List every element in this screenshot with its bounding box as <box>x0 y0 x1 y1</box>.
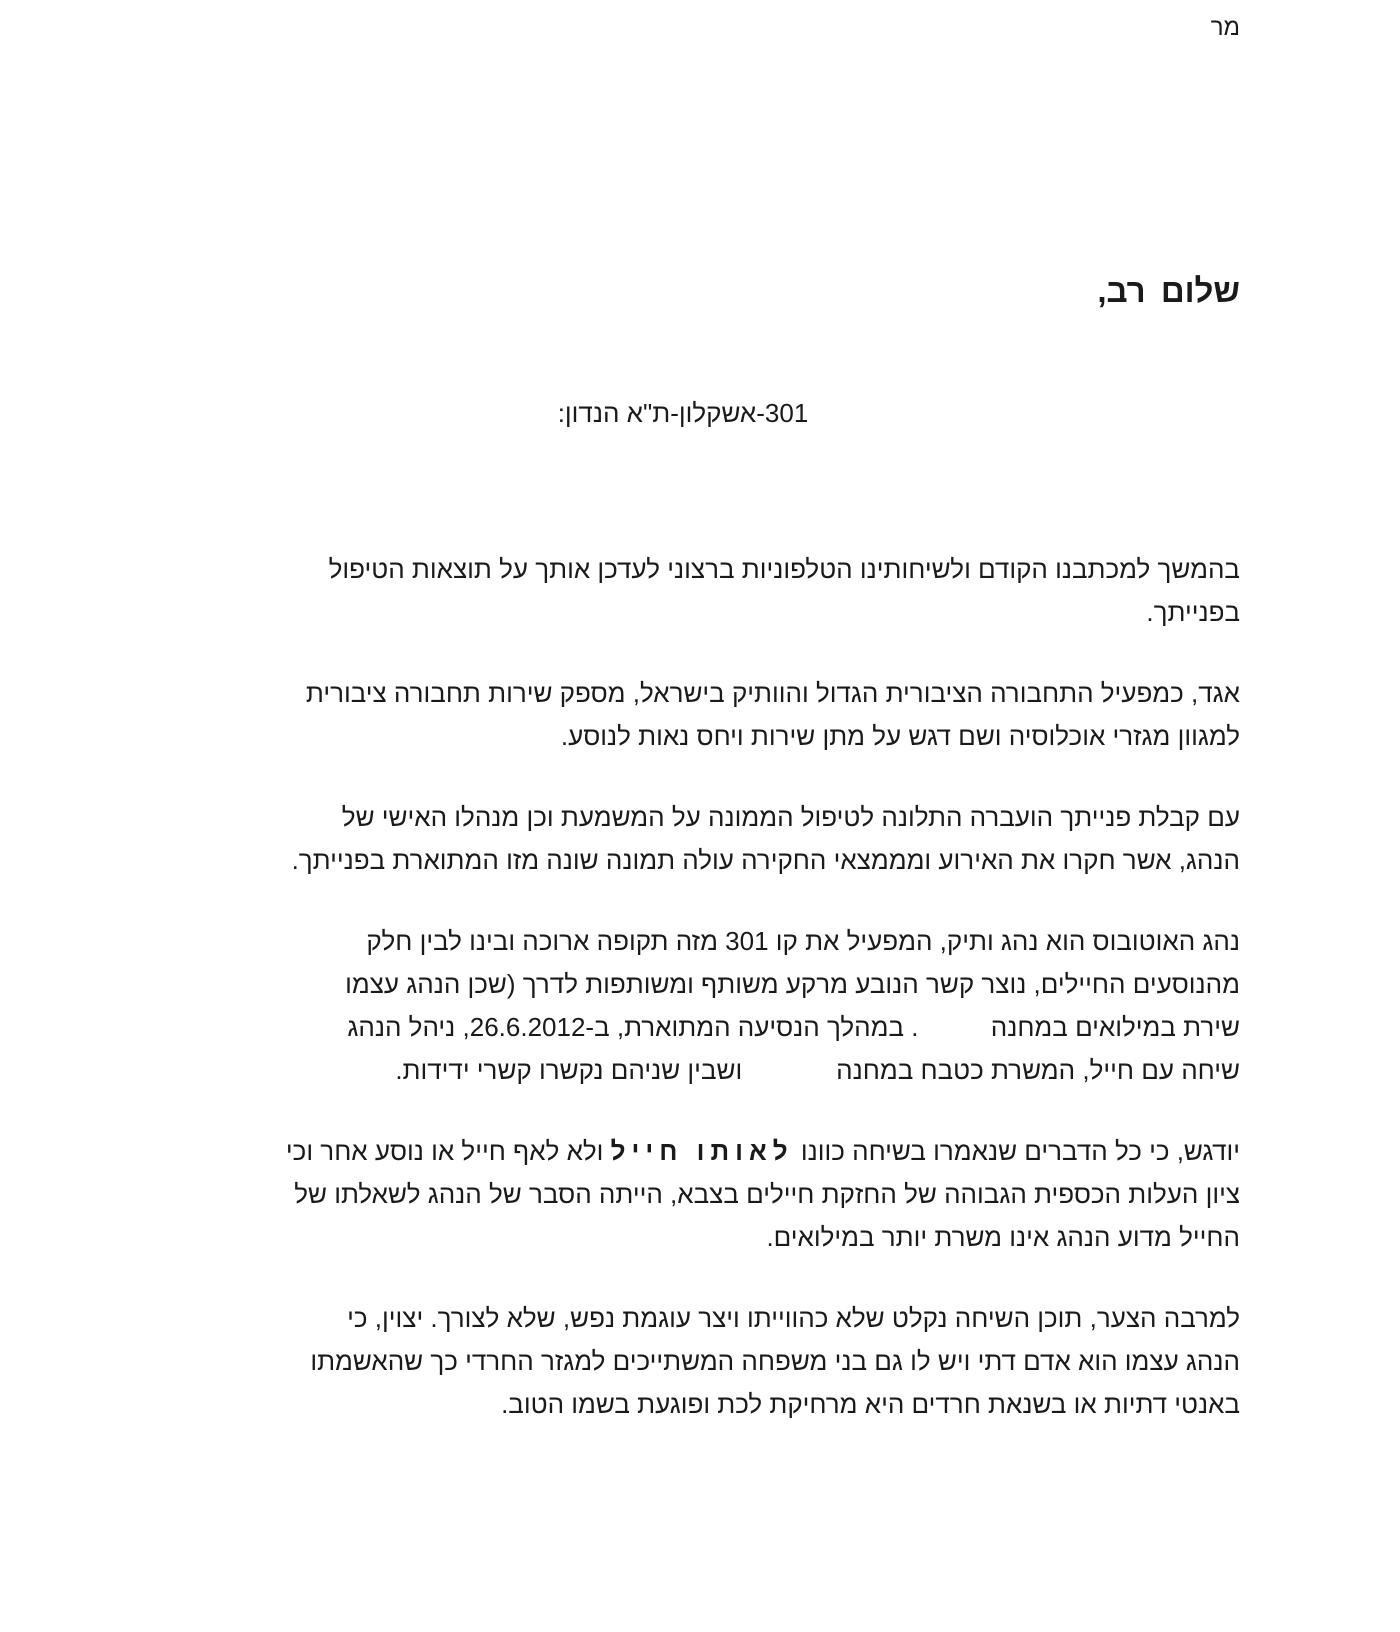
paragraph-3 <box>100 796 1240 882</box>
paragraph-line <box>100 1130 1240 1173</box>
subject-label: הנדון: <box>557 398 620 428</box>
paragraph-line: הנהג עצמו הוא אדם דתי ויש לו גם בני משפחה המשתייכים למגזר החרדי כך שהאשמתו <box>310 1346 1240 1376</box>
paragraph-line: בהמשך למכתבנו הקודם ולשיחותינו הטלפוניות ברצוני לעדכן אותך על תוצאות הטיפול <box>328 554 1240 584</box>
paragraph-line: למגוון מגזרי אוכלוסיה ושם דגש על מתן שירות ויחס נאות לנוסע. <box>560 721 1240 751</box>
paragraph-line: נהג האוטובוס הוא נהג ותיק, המפעיל את קו 301 מזה תקופה ארוכה ובינו לבין חלק <box>366 926 1240 956</box>
paragraph-line: עם קבלת פנייתך הועברה התלונה לטיפול הממונה על המשמעת וכן מנהלו האישי של <box>341 802 1240 832</box>
paragraph-1 <box>100 548 1240 634</box>
paragraph-line: שיחה עם חייל, המשרת כטבח במחנה ושבין שניהם נקשרו קשרי ידידות. <box>395 1055 1240 1085</box>
paragraph-line: למרבה הצער, תוכן השיחה נקלט שלא כהווייתו ויצר עוגמת נפש, שלא לצורך. יצוין, כי <box>347 1303 1240 1333</box>
subject-line <box>0 398 1366 429</box>
letter-body <box>100 548 1240 1464</box>
paragraph-line: שירת במילואים במחנה . במהלך הנסיעה המתוארת, ב-26.6.2012, ניהל הנהג <box>347 1012 1240 1042</box>
greeting: שלום רב, <box>1097 272 1240 309</box>
paragraph-line: בפנייתך. <box>1146 597 1240 627</box>
subject-value: 301-אשקלון-ת"א <box>626 398 809 428</box>
recipient-prefix: מר <box>1210 14 1240 41</box>
paragraph-line: מהנוסעים החיילים, נוצר קשר הנובע מרקע משותף ומשותפות לדרך (שכן הנהג עצמו <box>345 969 1240 999</box>
emphasized-text: לאותו חייל <box>610 1136 794 1166</box>
line-text: יודגש, כי כל הדברים שנאמרו בשיחה כוונו <box>793 1136 1240 1166</box>
paragraph-line: ציון העלות הכספית הגבוהה של החזקת חיילים בצבא, הייתה הסבר של הנהג לשאלתו של <box>294 1179 1240 1209</box>
paragraph-4 <box>100 920 1240 1092</box>
paragraph-line: הנהג, אשר חקרו את האירוע ומממצאי החקירה עולה תמונה שונה מזו המתוארת בפנייתך. <box>291 845 1240 875</box>
line-text: ולא לאף חייל או נוסע אחר וכי <box>285 1136 611 1166</box>
paragraph-6 <box>100 1297 1240 1426</box>
paragraph-line: באנטי דתיות או בשנאת חרדים היא מרחיקת לכת ופוגעת בשמו הטוב. <box>501 1389 1240 1419</box>
paragraph-5 <box>100 1130 1240 1259</box>
paragraph-2 <box>100 672 1240 758</box>
paragraph-line: החייל מדוע הנהג אינו משרת יותר במילואים. <box>766 1222 1240 1252</box>
paragraph-line: אגד, כמפעיל התחבורה הציבורית הגדול והוותיק בישראל, מספק שירות תחבורה ציבורית <box>305 678 1240 708</box>
